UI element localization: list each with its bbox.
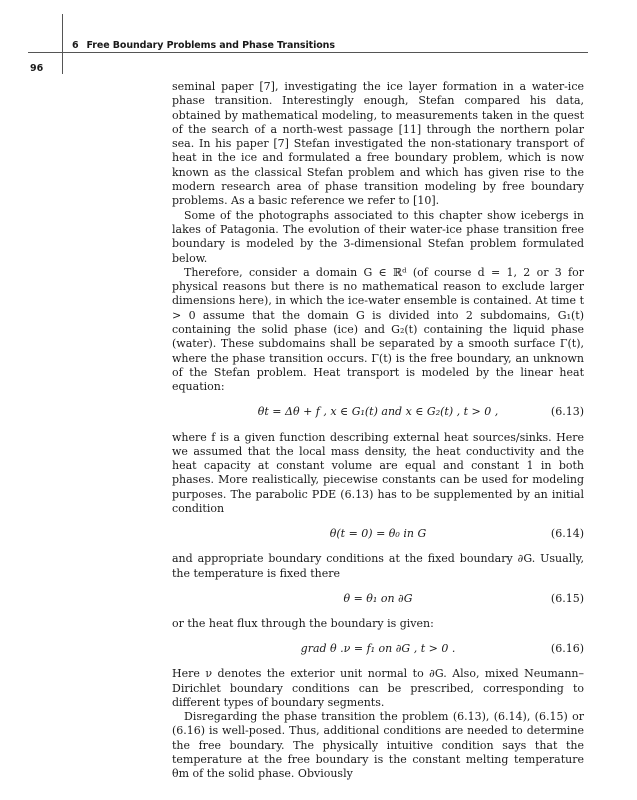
equation-body: θt = Δθ + f , x ∈ G₁(t) and x ∈ G₂(t) , t > 0 , [257, 405, 499, 419]
equation-body: grad θ .ν = f₁ on ∂G , t > 0 . [300, 642, 456, 656]
paragraph: seminal paper [7], investigating the ice layer formation in a water-ice phase transition. Interestingly enough, Stefan compared his data, obtained by mathematical modeling, to measurements taken in the quest of the search of a north-west passage [11] through the northern polar sea. In his paper [7] Stefan investigated the non-stationary transport of heat in the ice and formulated a free boundary problem, which is now known as the classical Stefan problem and which has given rise to the modern research area of phase transition modeling by free boundary problems. As a basic reference we refer to [10]. [172, 80, 584, 208]
page-number: 96 [30, 63, 44, 74]
paragraph: Some of the photographs associated to this chapter show icebergs in lakes of Patagonia. The evolution of their water-ice phase transition free boundary is modeled by the 3-dimensional Stefan problem formulated below. [172, 208, 584, 265]
equation-number: (6.15) [550, 591, 584, 605]
paragraph: Here ν denotes the exterior unit normal to ∂G. Also, mixed Neumann–Dirichlet boundary conditions can be prescribed, corresponding to different types of boundary segments. [172, 667, 584, 709]
equation-number: (6.13) [550, 405, 584, 419]
equation-number: (6.14) [550, 527, 584, 541]
chapter-number: 6 [72, 40, 79, 51]
running-header [72, 40, 335, 51]
paragraph: or the heat flux through the boundary is given: [172, 616, 434, 630]
equation-body: θ = θ₁ on ∂G [343, 591, 413, 605]
paragraph: Therefore, consider a domain G ∈ ℝᵈ (of course d = 1, 2 or 3 for physical reasons but there is no mathematical reason to exclude larger dimensions here), in which the ice-water ensemble is contained. At time t > 0 assume that the domain G is divided into 2 subdomains, G₁(t) containing the solid phase (ice) and G₂(t) containing the liquid phase (water). These subdomains shall be separated by a smooth surface Γ(t), where the phase transition occurs. Γ(t) is the free boundary, an unknown of the Stefan problem. Heat transport is modeled by the linear heat equation: [172, 265, 584, 394]
body-text [172, 80, 584, 782]
header-vertical-rule [62, 14, 63, 74]
header-horizontal-rule [28, 52, 588, 53]
paragraph: and appropriate boundary conditions at the fixed boundary ∂G. Usually, the temperature is fixed there [172, 552, 584, 580]
paragraph: where f is a given function describing external heat sources/sinks. Here we assumed that the local mass density, the heat conductivity and the heat capacity at constant volume are equal and constant 1 in both phases. More realistically, piecewise constants can be used for modeling purposes. The parabolic PDE (6.13) has to be supplemented by an initial condition [172, 430, 584, 516]
chapter-title: Free Boundary Problems and Phase Transitions [86, 40, 335, 51]
equation-6-14 [172, 522, 584, 546]
equation-body: θ(t = 0) = θ₀ in G [329, 527, 427, 541]
equation-number: (6.16) [550, 642, 584, 656]
equation-6-13 [172, 401, 584, 425]
paragraph: Disregarding the phase transition the problem (6.13), (6.14), (6.15) or (6.16) is well-posed. Thus, additional conditions are needed to determine the free boundary. The physically intuitive condition says that the temperature at the free boundary is the constant melting temperature θm of the solid phase. Obviously [172, 710, 584, 781]
equation-6-15 [172, 587, 584, 611]
equation-6-16 [172, 637, 584, 661]
